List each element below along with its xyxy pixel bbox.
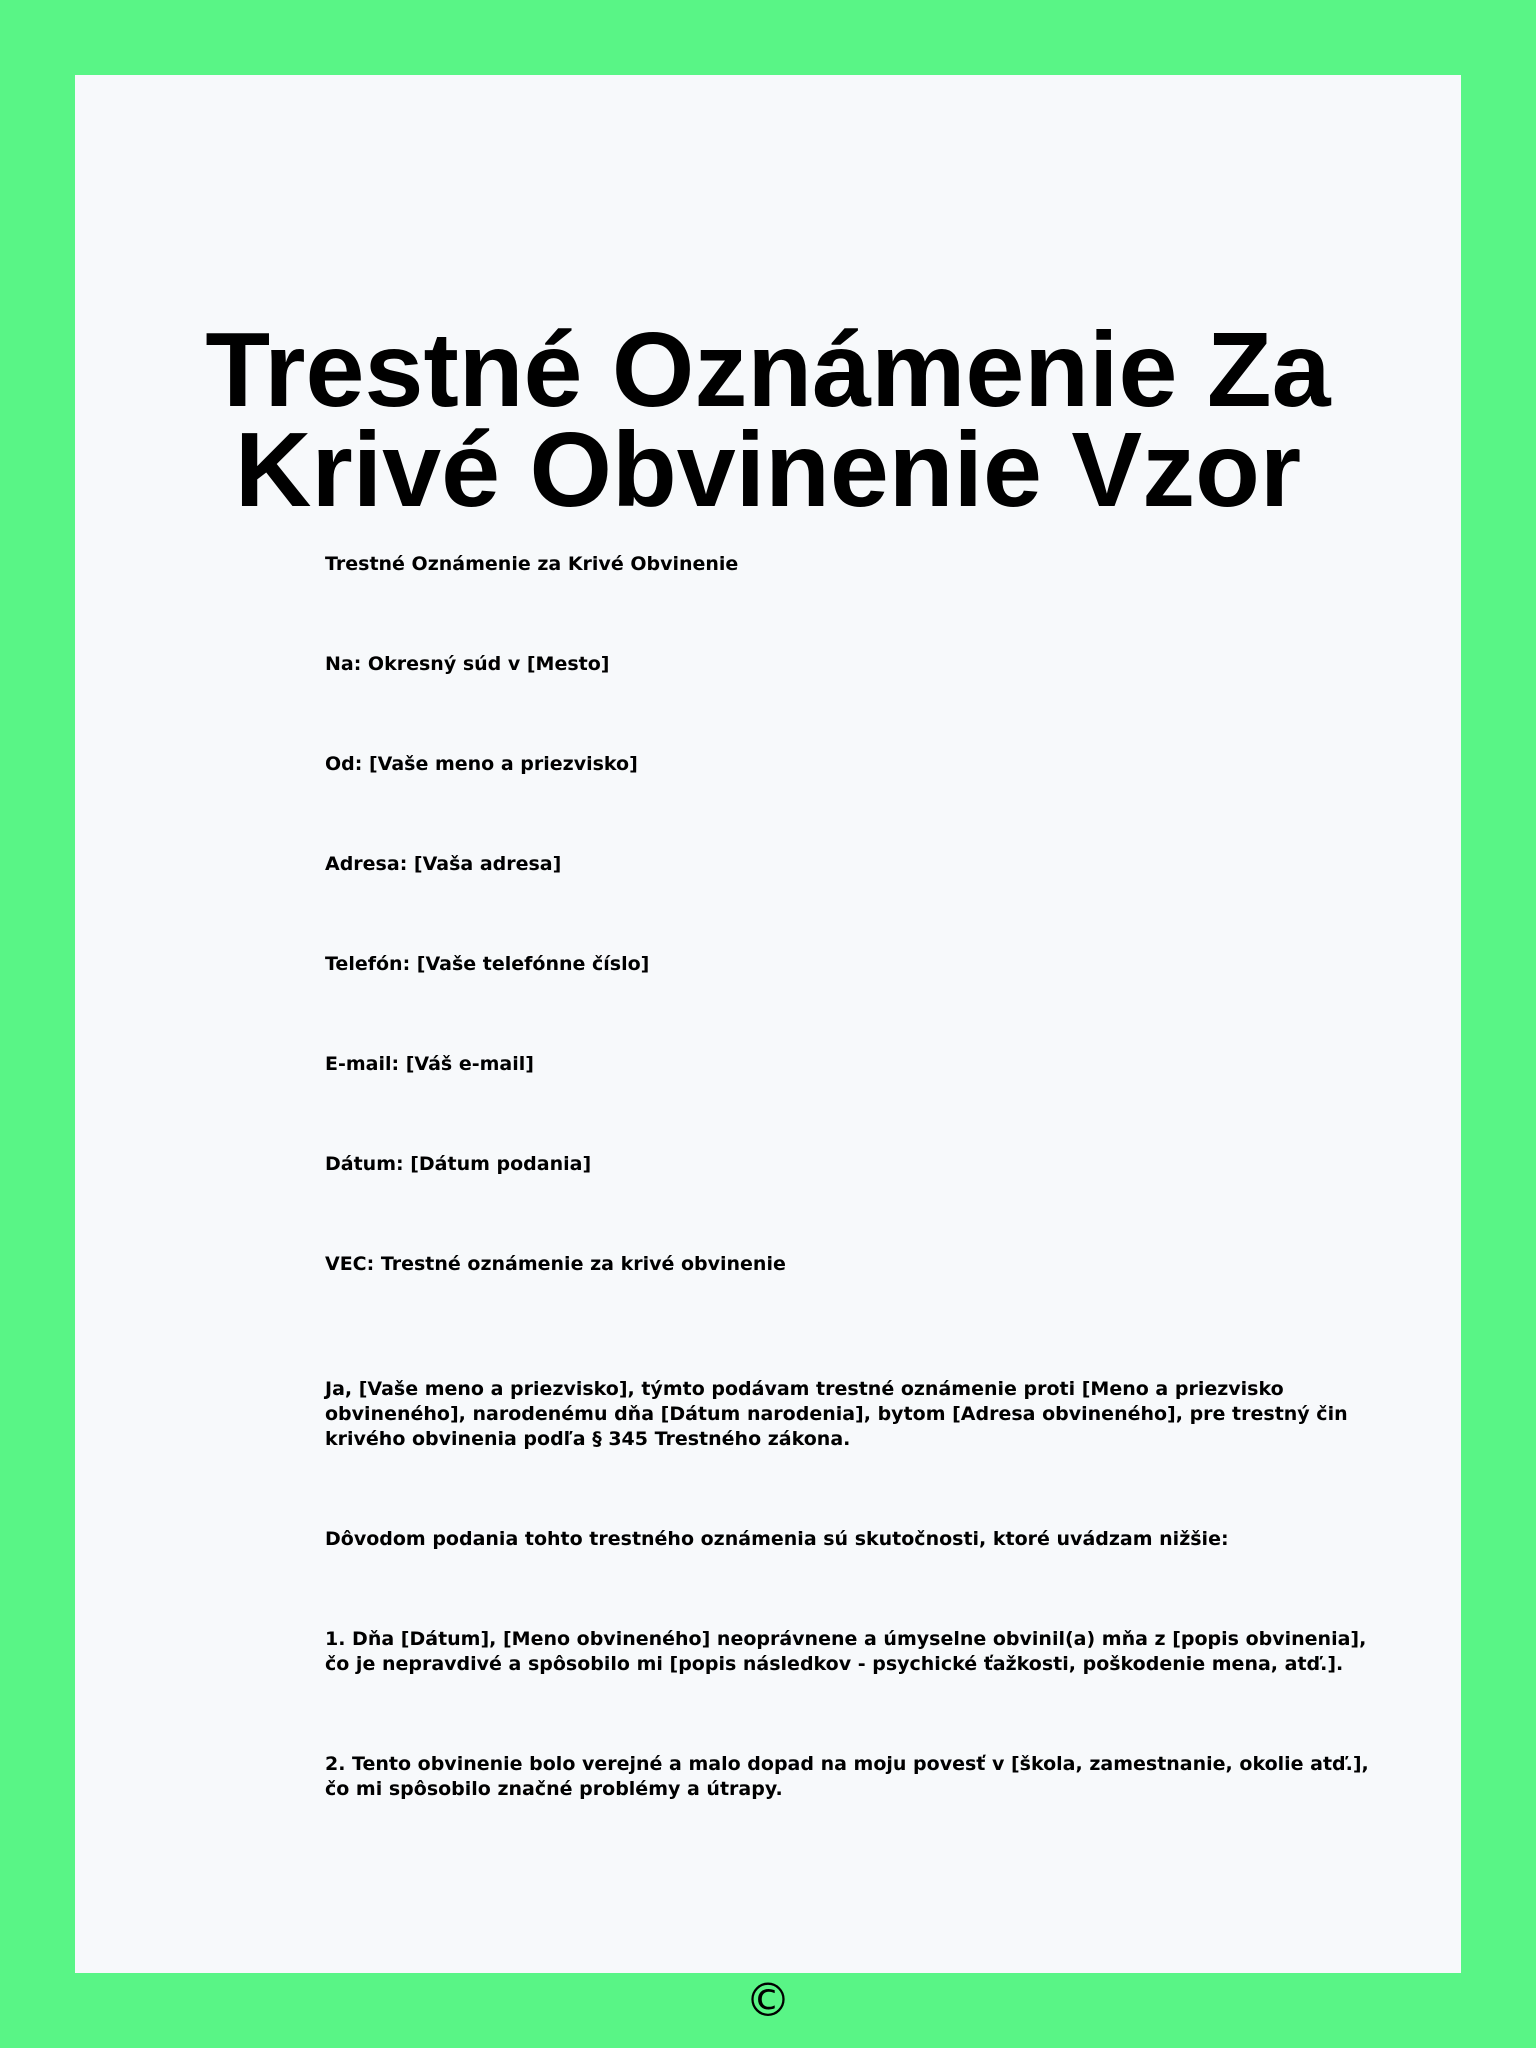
sender-line: Od: [Vaše meno a priezvisko] — [325, 753, 638, 775]
point-1-paragraph: 1. Dňa [Dátum], [Meno obvineného] neoprávnene a úmyselne obvinil(a) mňa z [popis obvinenia], čo je nepravdivé a spôsobilo mi [popis následkov - psychické ťažkosti, poškodenie mena, atď.]. — [325, 1628, 1367, 1675]
document-heading: Trestné Oznámenie za Krivé Obvinenie — [325, 553, 739, 575]
email-line: E-mail: [Váš e-mail] — [325, 1053, 534, 1075]
intro-paragraph: Ja, [Vaše meno a priezvisko], týmto podávam trestné oznámenie proti [Meno a priezvisko obvineného], narodenému dňa [Dátum narodenia], bytom [Adresa obvineného], pre trestný čin krivého obvinenia podľa § 345 Trestného zákona. — [325, 1378, 1348, 1450]
page-title: Trestné Oznámenie Za Krivé Obvinenie Vzor — [205, 311, 1331, 529]
copyright-icon: © — [745, 1973, 791, 2027]
reason-paragraph: Dôvodom podania tohto trestného oznámenia sú skutočnosti, ktoré uvádzam nižšie: — [325, 1528, 1229, 1550]
phone-line: Telefón: [Vaše telefónne číslo] — [325, 953, 650, 975]
subject-line: VEC: Trestné oznámenie za krivé obvinenie — [325, 1253, 786, 1275]
address-line: Adresa: [Vaša adresa] — [325, 853, 562, 875]
document-page — [75, 75, 1461, 2027]
point-2-paragraph: 2. Tento obvinenie bolo verejné a malo dopad na moju povesť v [škola, zamestnanie, okolie atď.], čo mi spôsobilo značné problémy a útrapy. — [325, 1753, 1369, 1800]
recipient-line: Na: Okresný súd v [Mesto] — [325, 653, 610, 675]
date-line: Dátum: [Dátum podania] — [325, 1153, 592, 1175]
